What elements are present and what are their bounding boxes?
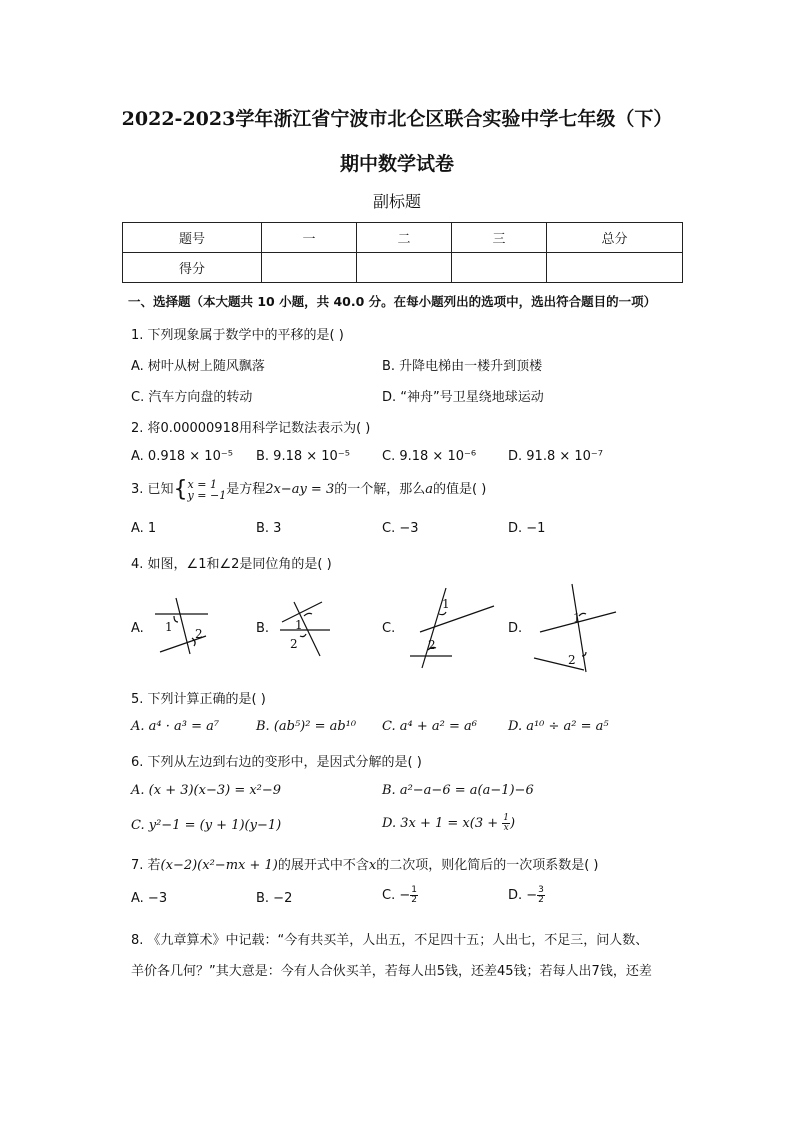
- score-cell: [452, 253, 547, 283]
- score-cell: [357, 253, 452, 283]
- q6-option-b: B. a²−a−6 = a(a−1)−6: [382, 783, 534, 798]
- q8-line1: 8. 《九章算术》中记载：“今有共买羊，人出五，不足四十五；人出七，不足三，问人数、: [131, 933, 649, 948]
- score-table-score-row: [123, 253, 683, 283]
- q7-variable: x: [368, 858, 377, 873]
- q4-option-b: B.: [256, 621, 270, 636]
- exam-title-line2: 期中数学试卷: [339, 153, 454, 175]
- score-cell: [547, 253, 683, 283]
- q5-option-b: B. (ab⁵)² = ab¹⁰: [256, 719, 357, 734]
- q6-option-d-pre: D. 3x + 1 = x(3 +: [382, 816, 503, 831]
- q3-variable: a: [425, 482, 434, 497]
- q4-stem: 4. 如图，∠1和∠2是同位角的是( ): [131, 557, 332, 572]
- q3-stem-mid: 是方程: [226, 482, 266, 497]
- angle-label-2: 2: [568, 653, 576, 667]
- q2-option-c: C. 9.18 × 10⁻⁶: [382, 449, 477, 464]
- angle-label-2: 2: [428, 638, 436, 652]
- score-header-cell: 题号: [123, 223, 262, 253]
- angle-label-1: 1: [295, 618, 303, 632]
- q8-line2: 羊价各几何？”其大意是：今有人合伙买羊，若每人出5钱，还差45钱；若每人出7钱，还差: [131, 964, 652, 979]
- q6-stem: 6. 下列从左边到右边的变形中，是因式分解的是( ): [131, 755, 422, 770]
- q1-stem: 1. 下列现象属于数学中的平移的是( ): [131, 328, 344, 343]
- subtitle: 副标题: [372, 192, 421, 211]
- q1-option-d: D. “神舟”号卫星绕地球运动: [382, 390, 544, 405]
- q5-option-c: C. a⁴ + a² = a⁶: [382, 719, 477, 734]
- angle-arc: [439, 612, 446, 615]
- q2-option-d: D. 91.8 × 10⁻⁷: [508, 449, 603, 464]
- angle-label-1: 1: [165, 620, 173, 634]
- q5-option-a: A. a⁴ · a³ = a⁷: [131, 719, 220, 734]
- q5-stem: 5. 下列计算正确的是( ): [131, 692, 266, 707]
- q4-figure-b: [278, 596, 334, 658]
- fraction-denominator: 2: [411, 895, 417, 905]
- q4-figure-a: [150, 592, 210, 658]
- q6-option-d: [382, 814, 515, 833]
- angle-label-2: 2: [290, 637, 298, 651]
- score-header-cell: 三: [452, 223, 547, 253]
- q7-stem: [131, 854, 599, 873]
- q3-stem-number: 3. 已知: [131, 482, 174, 497]
- fraction-denominator: 2: [538, 895, 544, 905]
- q3-option-a: A. 1: [131, 521, 157, 536]
- q7-expression: (x−2)(x²−mx + 1): [160, 858, 278, 873]
- angle-arc: [304, 613, 312, 616]
- q7-option-c-fraction: [410, 886, 418, 905]
- fraction-numerator: 3: [538, 885, 544, 895]
- q4-figure-c: [404, 584, 498, 672]
- q1-option-a: A. 树叶从树上随风飘落: [131, 359, 265, 374]
- q3-system-line2: y = −1: [187, 488, 227, 502]
- q7-option-a: A. −3: [131, 891, 168, 906]
- q1-option-b: B. 升降电梯由一楼升到顶楼: [382, 359, 543, 374]
- q6-option-d-post: ): [509, 816, 516, 831]
- q7-option-d: [508, 886, 545, 905]
- q4-figure-d: [530, 580, 620, 674]
- fraction-denominator: x: [503, 823, 509, 833]
- score-row-label: 得分: [123, 253, 262, 283]
- q3-stem-tail: 的值是( ): [433, 482, 487, 497]
- angle-arc: [174, 616, 178, 622]
- q3-option-c: C. −3: [382, 521, 419, 536]
- q3-option-b: B. 3: [256, 521, 282, 536]
- score-header-cell: 总分: [547, 223, 683, 253]
- score-header-cell: 一: [262, 223, 357, 253]
- fraction-numerator: 1: [411, 885, 417, 895]
- section-heading-choice: 一、选择题（本大题共 10 小题，共 40.0 分。在每小题列出的选项中，选出符合题目的一项）: [128, 294, 657, 309]
- q2-option-b: B. 9.18 × 10⁻⁵: [256, 449, 350, 464]
- angle-arc: [300, 634, 306, 637]
- figure-line: [420, 606, 494, 632]
- q2-stem: 2. 将0.00000918用科学记数法表示为( ): [131, 421, 371, 436]
- q6-option-a: A. (x + 3)(x−3) = x²−9: [131, 783, 282, 798]
- q3-equation: 2x−ay = 3: [265, 482, 335, 497]
- q1-option-c: C. 汽车方向盘的转动: [131, 390, 253, 405]
- exam-title-line1: 2022-2023学年浙江省宁波市北仑区联合实验中学七年级（下）: [121, 108, 673, 130]
- q4-option-a: A.: [131, 621, 144, 636]
- q4-option-d: D.: [508, 621, 523, 636]
- q7-option-d-fraction: [537, 886, 545, 905]
- score-table: [122, 222, 683, 283]
- q3-equation-system: { x = 1 y = −1: [173, 476, 227, 502]
- figure-line: [534, 658, 584, 670]
- q7-stem-mid: 的展开式中不含: [277, 858, 369, 873]
- fraction-numerator: 1: [503, 813, 509, 823]
- score-table-header-row: [123, 223, 683, 253]
- score-header-cell: 二: [357, 223, 452, 253]
- q3-stem-end: 的一个解，那么: [334, 482, 426, 497]
- q6-option-d-fraction: [502, 814, 510, 833]
- q7-stem-pre: 7. 若: [131, 858, 161, 873]
- score-cell: [262, 253, 357, 283]
- q7-option-c: [382, 886, 418, 905]
- q3-stem: [131, 478, 486, 501]
- q3-option-d: D. −1: [508, 521, 546, 536]
- angle-label-1: 1: [573, 611, 581, 625]
- q5-option-d: D. a¹⁰ ÷ a² = a⁵: [508, 719, 609, 734]
- q7-option-c-pre: C. −: [382, 888, 411, 903]
- angle-label-2: 2: [195, 627, 203, 641]
- q3-system-line1: x = 1: [187, 477, 217, 491]
- q7-stem-tail: 的二次项，则化简后的一次项系数是( ): [376, 858, 599, 873]
- angle-label-1: 1: [442, 597, 450, 611]
- q7-option-d-pre: D. −: [508, 888, 538, 903]
- q6-option-c: C. y²−1 = (y + 1)(y−1): [131, 818, 282, 833]
- q7-option-b: B. −2: [256, 891, 293, 906]
- q2-option-a: A. 0.918 × 10⁻⁵: [131, 449, 233, 464]
- q4-option-c: C.: [382, 621, 396, 636]
